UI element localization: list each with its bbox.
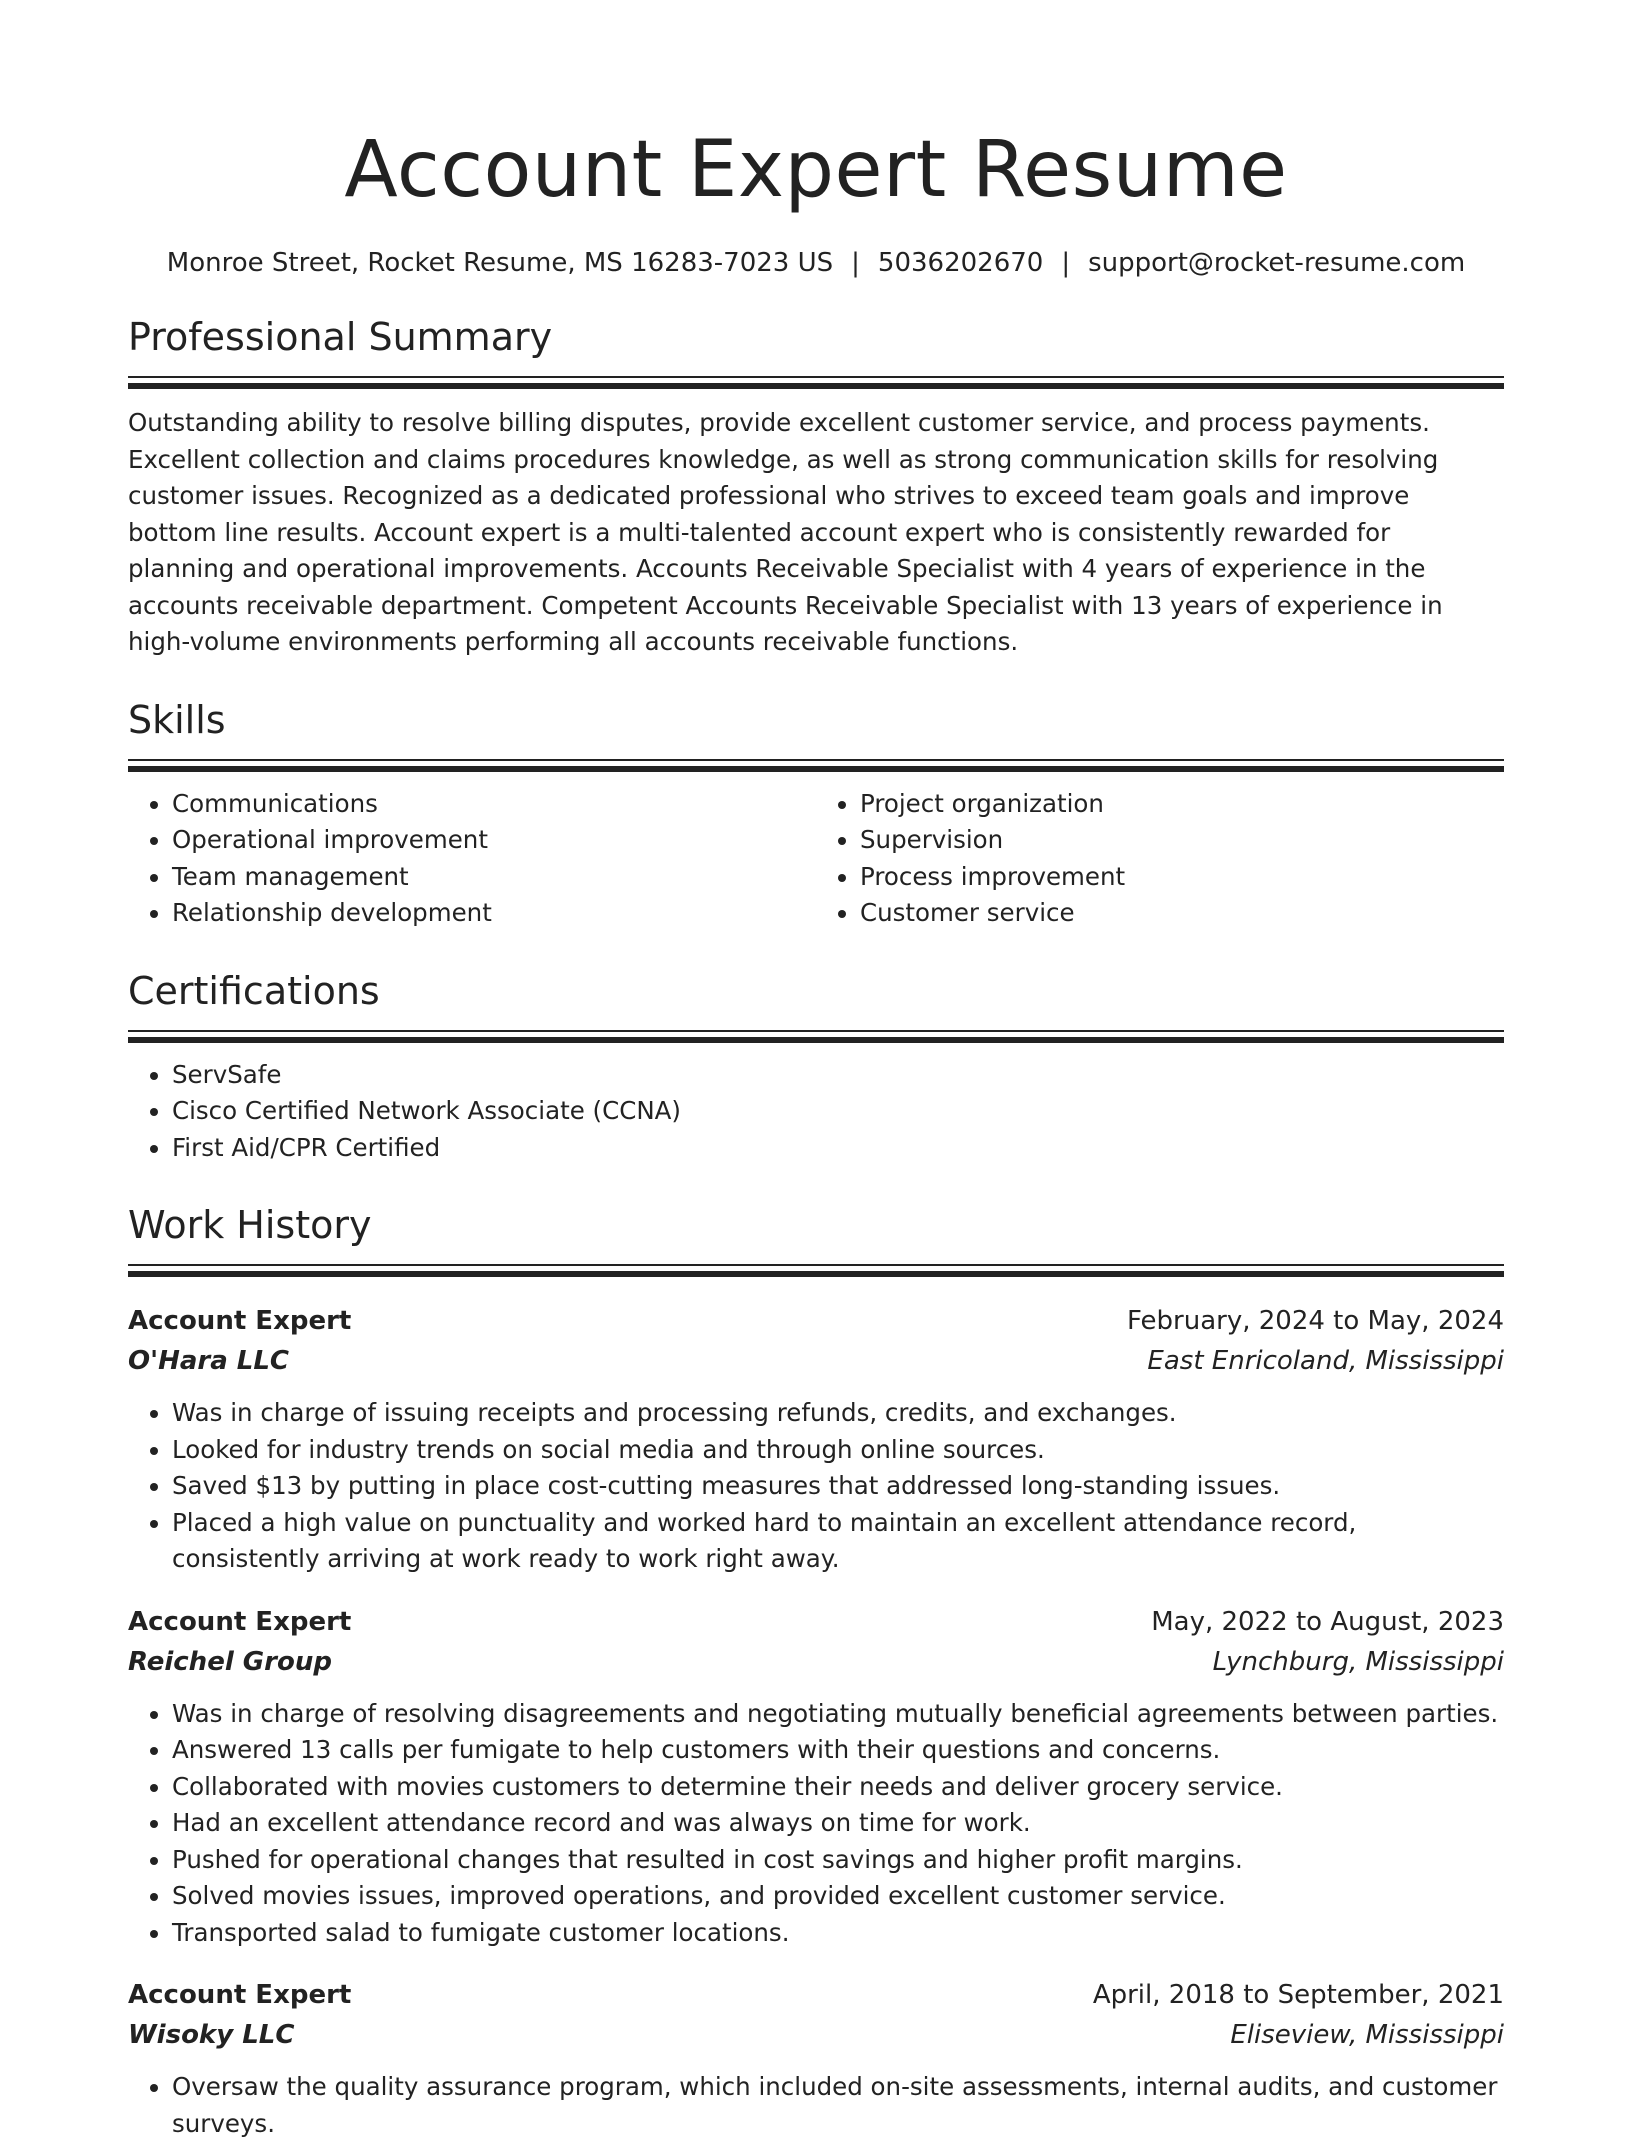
job-dates: April, 2018 to September, 2021: [1092, 1980, 1504, 2010]
job-bullet: • Pushed for operational changes that resulted in cost savings and higher profit margins.: [172, 1842, 1504, 1879]
job-bullets: [128, 1696, 1504, 1952]
skills-section: [128, 695, 1504, 932]
skill-item: • Supervision: [860, 822, 1504, 859]
certification-item: • ServSafe: [172, 1057, 1504, 1094]
job-entry: [128, 1975, 1504, 2142]
job-location: Eliseview, Mississippi: [1230, 2020, 1504, 2050]
skill-item: • Communications: [172, 786, 816, 823]
job-title: Account Expert: [128, 1980, 352, 2010]
job-bullet: • Placed a high value on punctuality and worked hard to maintain an excellent attendance record, consistently arriving at work ready to work right away.: [172, 1505, 1504, 1578]
job-bullets: [128, 2069, 1504, 2142]
job-dates: May, 2022 to August, 2023: [1151, 1606, 1504, 1637]
work-history-section: [128, 1200, 1504, 2142]
section-heading-work-history: Work History: [128, 1203, 372, 1247]
skills-list-right: [816, 786, 1504, 932]
summary-section: [128, 312, 1504, 661]
skill-item: • Customer service: [860, 895, 1504, 932]
job-title: Account Expert: [128, 1606, 352, 1637]
certification-item: • Cisco Certified Network Associate (CCNA): [172, 1093, 1504, 1130]
certifications-list: [128, 1057, 1504, 1167]
job-company: O'Hara LLC: [128, 1346, 290, 1376]
skills-list-left: [128, 786, 816, 932]
job-bullet: • Was in charge of resolving disagreements and negotiating mutually beneficial agreements between parties.: [172, 1696, 1504, 1733]
section-divider: [128, 1264, 1504, 1277]
section-heading-skills: Skills: [128, 697, 226, 742]
job-bullet: • Was in charge of issuing receipts and processing refunds, credits, and exchanges.: [172, 1395, 1504, 1432]
summary-text: Outstanding ability to resolve billing disputes, provide excellent customer service, and process payments. Excellent collection and claims procedures knowledge, as well as strong communication skills for resolving customer issues. Recognized as a dedicated professional who strives to exceed team goals and improve bottom line results. Account expert is a multi-talented account expert who is consistently rewarded for planning and operational improvements. Accounts Receivable Specialist with 4 years of experience in the accounts receivable department. Competent Accounts Receivable Specialist with 13 years of experience in high-volume environments performing all accounts receivable functions.: [128, 408, 1443, 656]
job-entry: [128, 1602, 1504, 1952]
job-location: East Enricoland, Mississippi: [1147, 1346, 1504, 1376]
contact-separator: |: [1061, 248, 1071, 278]
job-company-row: [128, 1341, 1504, 1381]
certification-item: • First Aid/CPR Certified: [172, 1130, 1504, 1167]
resume-title: Account Expert Resume: [344, 125, 1288, 215]
job-company-row: [128, 1642, 1504, 1682]
section-heading-summary: Professional Summary: [128, 315, 553, 359]
job-bullets: [128, 1395, 1504, 1578]
skill-item: • Process improvement: [860, 859, 1504, 896]
skill-item: • Project organization: [860, 786, 1504, 823]
skill-item: • Relationship development: [172, 895, 816, 932]
section-divider: [128, 376, 1504, 389]
section-divider: [128, 759, 1504, 772]
job-bullet: • Collaborated with movies customers to determine their needs and deliver grocery service.: [172, 1769, 1504, 1806]
job-company-row: [128, 2015, 1504, 2055]
job-company: Wisoky LLC: [128, 2020, 295, 2050]
job-bullet: • Looked for industry trends on social media and through online sources.: [172, 1432, 1504, 1469]
job-header-row: [128, 1975, 1504, 2015]
contact-line: [128, 248, 1504, 278]
job-header-row: [128, 1301, 1504, 1341]
contact-separator: |: [851, 248, 860, 278]
section-divider: [128, 1030, 1504, 1043]
skills-grid: [128, 786, 1504, 932]
job-bullet: • Solved movies issues, improved operations, and provided excellent customer service.: [172, 1878, 1504, 1915]
job-bullet: • Transported salad to fumigate customer locations.: [172, 1915, 1504, 1952]
skill-item: • Operational improvement: [172, 822, 816, 859]
job-header-row: [128, 1602, 1504, 1642]
contact-email[interactable]: support@rocket-resume.com: [1088, 248, 1466, 278]
job-company: Reichel Group: [128, 1646, 332, 1677]
job-bullet: • Oversaw the quality assurance program, which included on-site assessments, internal audits, and customer surveys.: [172, 2069, 1504, 2142]
job-bullet: • Saved $13 by putting in place cost-cutting measures that addressed long-standing issues.: [172, 1468, 1504, 1505]
job-entry: [128, 1301, 1504, 1578]
job-dates: February, 2024 to May, 2024: [1127, 1306, 1504, 1336]
skill-item: • Team management: [172, 859, 816, 896]
job-location: Lynchburg, Mississippi: [1212, 1646, 1504, 1677]
certifications-section: [128, 966, 1504, 1167]
section-heading-certifications: Certifications: [128, 968, 380, 1013]
job-bullet: • Had an excellent attendance record and was always on time for work.: [172, 1805, 1504, 1842]
job-bullet: • Answered 13 calls per fumigate to help customers with their questions and concerns.: [172, 1732, 1504, 1769]
contact-address: Monroe Street, Rocket Resume, MS 16283-7023 US: [166, 248, 834, 278]
contact-phone: 5036202670: [877, 248, 1044, 278]
job-title: Account Expert: [128, 1306, 352, 1336]
